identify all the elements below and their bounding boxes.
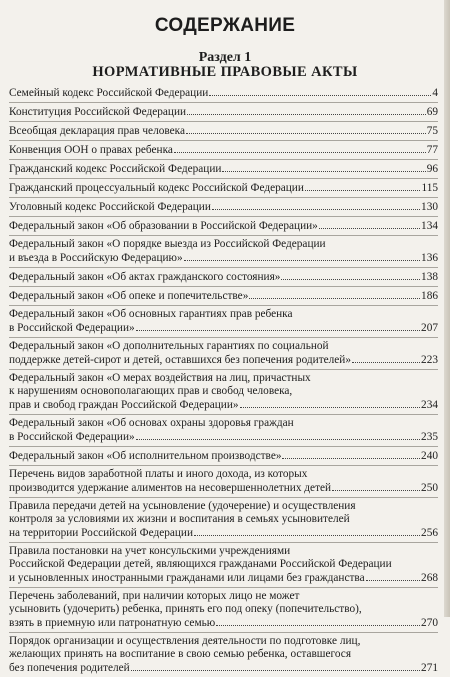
toc-entry	[9, 102, 438, 121]
toc-entry-line: Гражданский процессуальный кодекс Российской Федерации	[9, 182, 304, 194]
toc-entry-line: Российской Федерации детей, являющихся гражданами Российской Федерации	[9, 558, 392, 570]
toc-entry-last-line	[9, 481, 438, 495]
toc-entry-last-line	[9, 86, 438, 100]
toc-page-number: 223	[421, 354, 438, 366]
toc-entry	[9, 197, 438, 216]
toc-entry-line: желающих принять на воспитание в свою семью ребенка, оставшегося	[9, 648, 352, 660]
toc-entry-line: и въезда в Российскую Федерацию»	[9, 252, 183, 264]
toc-entry	[9, 140, 438, 159]
toc-page-number: 138	[421, 271, 438, 283]
dot-leader	[319, 219, 420, 229]
toc-entry	[9, 414, 438, 446]
toc-entry	[9, 286, 438, 305]
toc-entry-line: на территории Российской Федерации	[9, 527, 194, 539]
dot-leader	[332, 481, 420, 491]
toc-entry-line: поддержке детей-сирот и детей, оставшихся без попечения родителей»	[9, 354, 351, 366]
toc-entry-last-line	[9, 289, 438, 303]
toc-page-number: 75	[426, 125, 438, 137]
toc-entry-last-line	[9, 571, 438, 585]
dot-leader	[240, 398, 421, 408]
dot-leader	[187, 105, 426, 115]
toc-entry-last-line	[9, 321, 438, 335]
toc-page-number: 136	[421, 252, 438, 264]
toc-entry	[9, 267, 438, 286]
toc-entry-line: производится удержание алиментов на несовершеннолетних детей	[9, 482, 332, 494]
toc-entry-last-line	[9, 661, 438, 675]
toc-page-number: 115	[421, 182, 438, 194]
toc-entry	[9, 446, 438, 465]
dot-leader	[366, 571, 420, 581]
toc-page-number: 256	[421, 527, 438, 539]
toc-entry-line: к нарушениям основополагающих прав и свобод человека,	[9, 385, 293, 397]
toc-entry	[9, 216, 438, 235]
dot-leader	[281, 270, 420, 280]
toc-entry-line: Конституция Российской Федерации	[9, 106, 187, 118]
toc-entry-last-line	[9, 181, 438, 195]
toc-entry-line: Гражданский кодекс Российской Федерации	[9, 163, 222, 175]
toc-page-number: 271	[421, 662, 438, 674]
toc-entry-last-line	[9, 124, 438, 138]
toc-entry-line: Уголовный кодекс Российской Федерации	[9, 201, 211, 213]
toc-page-number: 96	[426, 163, 438, 175]
toc-entry-last-line	[9, 353, 438, 367]
toc-entry	[9, 632, 438, 677]
toc-entry-last-line	[9, 398, 438, 412]
toc-entry-line: Правила постановки на учет консульскими учреждениями	[9, 545, 291, 557]
toc-entry-last-line	[9, 270, 438, 284]
dot-leader	[222, 162, 425, 172]
toc-entry-line: Перечень заболеваний, при наличии которых лицо не может	[9, 590, 300, 602]
toc-entry-line: Федеральный закон «О мерах воздействия на лиц, причастных	[9, 372, 311, 384]
toc-entry	[9, 121, 438, 140]
dot-leader	[131, 661, 420, 671]
toc-entry-line: взять в приемную или патронатную семью	[9, 617, 216, 629]
dot-leader	[194, 526, 420, 536]
toc-page-number: 268	[421, 572, 438, 584]
toc-entry-line: прав и свобод граждан Российской Федерации»	[9, 399, 239, 411]
toc-page-number: 235	[421, 431, 438, 443]
toc-entry-last-line	[9, 219, 438, 233]
toc-entry-line: Всеобщая декларация прав человека	[9, 125, 185, 137]
dot-leader	[186, 124, 426, 134]
toc-entry-line: Перечень видов заработной платы и иного дохода, из которых	[9, 468, 308, 480]
dot-leader	[212, 200, 420, 210]
toc-entry-line: Федеральный закон «Об актах гражданского состояния»	[9, 271, 281, 283]
dot-leader	[136, 321, 420, 331]
toc-page-number: 130	[421, 201, 438, 213]
toc-page-number: 4	[432, 87, 438, 99]
toc-entry-line: усыновить (удочерить) ребенка, принять его под опеку (попечительство),	[9, 603, 362, 615]
toc-page-number: 186	[421, 290, 438, 302]
toc-page-number: 207	[421, 322, 438, 334]
toc-entry	[9, 305, 438, 337]
toc-entry-line: в Российской Федерации»	[9, 322, 135, 334]
dot-leader	[352, 353, 420, 363]
toc-entry-line: без попечения родителей	[9, 662, 130, 674]
toc-entry-line: Федеральный закон «Об образовании в Российской Федерации»	[9, 220, 318, 232]
toc-entry-line: Федеральный закон «Об опеке и попечительстве»	[9, 290, 249, 302]
page-edge-shadow	[444, 0, 450, 617]
toc-entry-line: Федеральный закон «Об основных гарантиях прав ребенка	[9, 308, 293, 320]
toc-entry	[9, 542, 438, 587]
table-of-contents	[9, 84, 438, 677]
toc-entry-line: Порядок организации и осуществления деятельности по подготовке лиц,	[9, 635, 361, 647]
toc-page-number: 270	[421, 617, 438, 629]
toc-entry	[9, 497, 438, 542]
dot-leader	[174, 143, 426, 153]
toc-entry-line: Правила передачи детей на усыновление (удочерение) и осуществления	[9, 500, 356, 512]
toc-entry	[9, 235, 438, 267]
toc-page-number: 240	[421, 450, 438, 462]
toc-entry-last-line	[9, 143, 438, 157]
toc-page-number: 77	[426, 144, 438, 156]
dot-leader	[136, 430, 420, 440]
toc-entry-last-line	[9, 526, 438, 540]
toc-entry-last-line	[9, 430, 438, 444]
toc-entry-last-line	[9, 616, 438, 630]
toc-entry-last-line	[9, 251, 438, 265]
toc-entry	[9, 84, 438, 102]
toc-entry-line: Федеральный закон «Об основах охраны здоровья граждан	[9, 417, 294, 429]
toc-entry	[9, 465, 438, 497]
toc-entry-last-line	[9, 200, 438, 214]
toc-entry-last-line	[9, 162, 438, 176]
section-title: НОРМАТИВНЫЕ ПРАВОВЫЕ АКТЫ	[92, 64, 358, 80]
toc-entry-line: Конвенция ООН о правах ребенка	[9, 144, 173, 156]
toc-entry-line: и усыновленных иностранными гражданами или лицами без гражданства	[9, 572, 365, 584]
toc-entry	[9, 178, 438, 197]
toc-entry-last-line	[9, 105, 438, 119]
dot-leader	[209, 86, 431, 96]
section-label: Раздел 1	[198, 50, 252, 65]
toc-page-number: 134	[421, 220, 438, 232]
dot-leader	[305, 181, 421, 191]
toc-page-number: 250	[421, 482, 438, 494]
toc-entry-line: Федеральный закон «Об исполнительном производстве»	[9, 450, 282, 462]
toc-entry-line: Федеральный закон «О дополнительных гарантиях по социальной	[9, 340, 329, 352]
toc-entry-line: в Российской Федерации»	[9, 431, 135, 443]
toc-entry	[9, 369, 438, 414]
toc-entry-line: Федеральный закон «О порядке выезда из Российской Федерации	[9, 238, 326, 250]
toc-entry-line: Семейный кодекс Российской Федерации	[9, 87, 209, 99]
toc-entry-last-line	[9, 449, 438, 463]
toc-entry	[9, 159, 438, 178]
toc-entry	[9, 337, 438, 369]
dot-leader	[216, 616, 420, 626]
toc-page-number: 234	[421, 399, 438, 411]
page-title: СОДЕРЖАНИЕ	[154, 15, 296, 36]
toc-entry-line: контроля за условиями их жизни и воспитания в семьях усыновителей	[9, 513, 350, 525]
toc-entry	[9, 587, 438, 632]
dot-leader	[184, 251, 420, 261]
dot-leader	[249, 289, 420, 299]
toc-page-number: 69	[426, 106, 438, 118]
dot-leader	[282, 449, 420, 459]
